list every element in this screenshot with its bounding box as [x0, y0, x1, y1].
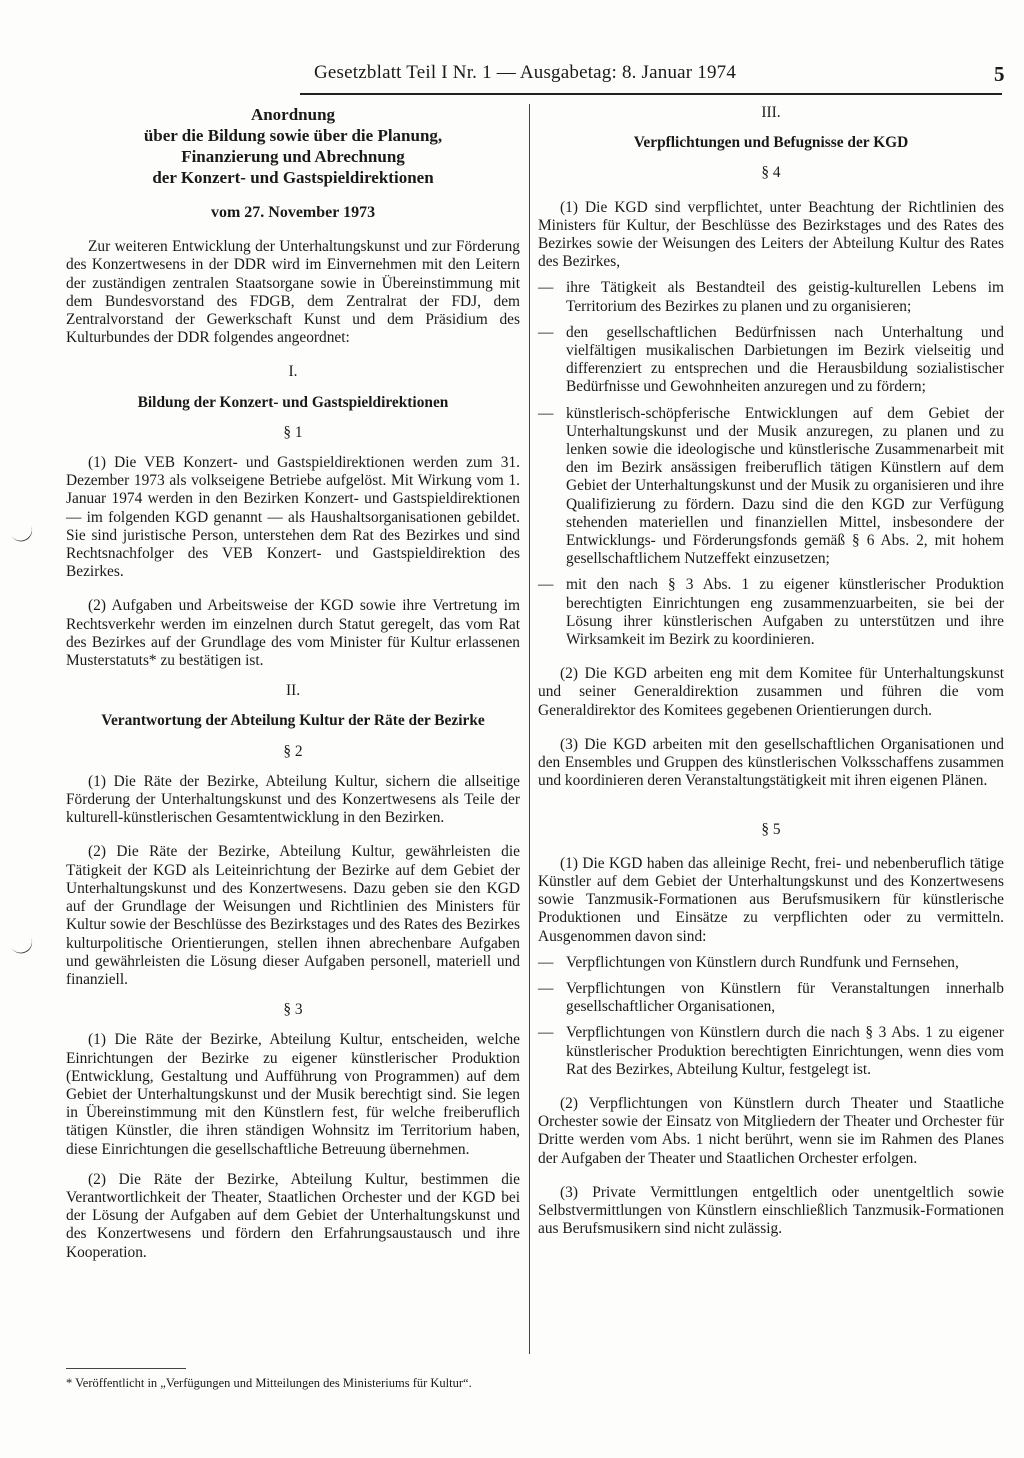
paragraph-text: (1) Die KGD haben das alleinige Recht, frei- und nebenberuflich tätige Künstler auf dem Gebiet der Unterhaltungskunst und des Konzertwesens sowie Tanzmusik-Formationen aus Berufsmusikern für künstlerische Produktionen und Einsätze zu verpflichten oder zu vermitteln. Ausgenommen davon sind:: [538, 854, 1004, 945]
list-item: — Verpflichtungen von Künstlern durch die nach § 3 Abs. 1 zu eigener künstlerischer Produktion berechtigten Einrichtungen, wenn dies vom Rat des Bezirkes, Abteilung Kultur, festgelegt ist.: [538, 1024, 1004, 1078]
section-number: I.: [288, 363, 298, 381]
paragraph-text: (2) Die Räte der Bezirke, Abteilung Kultur, gewährleisten die Tätigkeit der KGD als Leiteinrichtung der Bezirke auf dem Gebiet der Unterhaltungskunst und des Konzertwesens. Dazu geben sie den KGD auf der Grundlage der Weisungen und Richtlinien des Ministers für Kultur sowie der Beschlüsse des Bezirkstages und des Rates des Bezirkes kulturpolitische Orientierungen, stellen ihnen abrechenbare Aufgaben und gewährleisten die Lösung dieser Aufgaben personell, materiell und finanziell.: [66, 843, 520, 988]
footnote-rule: [66, 1368, 186, 1369]
page-header: [300, 62, 1020, 88]
header-rule: [300, 93, 1002, 95]
paragraph-heading: § 5: [761, 820, 781, 838]
section-title: Verpflichtungen und Befugnisse der KGD: [633, 134, 909, 152]
list-item: — mit den nach § 3 Abs. 1 zu eigener künstlerischer Produktion berechtigten Einrichtungen eng zusammenzuarbeiten, sie bei der Lösung ihrer künstlerischen Aufgaben zu unterstützen und ihre Wirksamkeit im Bezirk zu koordinieren.: [538, 576, 1004, 649]
paragraph-text: (2) Die Räte der Bezirke, Abteilung Kultur, bestimmen die Verantwortlichkeit der Theater, Staatlichen Orchester und der KGD bei der Lösung der Aufgaben auf dem Gebiet der Unterhaltungskunst und des Konzertwesens und fördern den Erfahrungsaustausch und ihre Kooperation.: [66, 1170, 520, 1261]
paragraph-heading: § 4: [761, 164, 781, 182]
section-title: Bildung der Konzert- und Gastspieldirektionen: [137, 393, 449, 411]
document-title: [66, 104, 520, 188]
column-divider: [529, 104, 530, 1354]
margin-mark: [10, 524, 35, 545]
paragraph-text: (1) Die Räte der Bezirke, Abteilung Kultur, entscheiden, welche Einrichtungen der Bezirke zu eigener künstlerischer Produktion (Entwicklung, Gestaltung und Aufführung von Programmen) auf dem Gebiet der Unterhaltungskunst und der Musik berechtigt sind. Sie legen in Übereinstimmung mit den Künstlern fest, für welche freiberuflich tätigen Künstler, die ihren ständigen Wohnsitz im Territorium haben, diese Einrichtungen die gesellschaftliche Betreuung übernehmen.: [66, 1031, 520, 1158]
paragraph-text: (2) Aufgaben und Arbeitsweise der KGD sowie ihre Vertretung im Rechtsverkehr werden im einzelnen durch Statut geregelt, das vom Rat des Bezirkes auf der Grundlage des vom Minister für Kultur erlassenen Musterstatuts* zu bestätigen ist.: [66, 597, 520, 670]
section-number: II.: [285, 682, 301, 700]
paragraph-text: (1) Die VEB Konzert- und Gastspieldirektionen werden zum 31. Dezember 1973 als volkseigene Betriebe aufgelöst. Mit Wirkung vom 1. Januar 1974 werden in den Bezirken Konzert- und Gastspieldirektionen — im folgenden KGD genannt — als Haushaltsorganisationen gebildet. Sie sind juristische Person, unterstehen dem Rat des Bezirkes und sind Rechtsnachfolger des VEB Konzert- und Gastspieldirektion des Bezirkes.: [66, 454, 520, 581]
list-item: — Verpflichtungen von Künstlern durch Rundfunk und Fernsehen,: [538, 953, 959, 971]
paragraph-heading: § 2: [283, 742, 303, 760]
paragraph-text: (2) Die KGD arbeiten eng mit dem Komitee für Unterhaltungskunst und seiner Generaldirektion zusammen und führen die vom Generaldirektor des Komitees gegebenen Orientierungen durch.: [538, 665, 1004, 719]
section-title: Verantwortung der Abteilung Kultur der Räte der Bezirke: [101, 712, 485, 730]
page-number: 5: [994, 62, 1005, 86]
title-line: der Konzert- und Gastspieldirektionen: [152, 168, 434, 187]
title-line: über die Bildung sowie über die Planung,: [143, 126, 443, 145]
list-item: — Verpflichtungen von Künstlern für Veranstaltungen innerhalb gesellschaftlicher Organisationen,: [538, 979, 1004, 1016]
header-title: Gesetzblatt Teil I Nr. 1 — Ausgabetag: 8. Januar 1974: [314, 62, 737, 83]
margin-mark: [10, 936, 35, 957]
paragraph-heading: § 3: [283, 1001, 303, 1019]
paragraph-text: (2) Verpflichtungen von Künstlern durch Theater und Staatliche Orchester sowie der Einsatz von Mitgliedern der Theater und Orchester für Dritte werden vom Abs. 1 nicht berührt, wenn sie im Rahmen des Planes der Aufgaben der Theater und Staatlichen Orchester erfolgen.: [538, 1094, 1004, 1167]
paragraph-text: (3) Private Vermittlungen entgeltlich oder unentgeltlich sowie Selbstvermittlungen von Künstlern einschließlich Tanzmusik-Formationen aus Berufsmusikern sind nicht zulässig.: [538, 1183, 1004, 1238]
left-column: [66, 104, 520, 1262]
title-line: Anordnung: [250, 105, 336, 124]
title-line: Finanzierung und Abrechnung: [181, 147, 405, 166]
document-date: vom 27. November 1973: [210, 204, 376, 221]
footnote: * Veröffentlicht in „Verfügungen und Mitteilungen des Ministeriums für Kultur“.: [66, 1376, 472, 1390]
list-item: — künstlerisch-schöpferische Entwicklungen auf dem Gebiet der Unterhaltungskunst und der Musik anzuregen, zu planen und zu lenken sowie die ideologische und künstlerische Zusammenarbeit mit den im Bezirk ansässigen freiberuflich tätigen Künstlern auf dem Gebiet der Unterhaltungskunst und der Musik zu organisieren und ihre Qualifizierung zu fördern. Dazu sind die den KGD zur Verfügung stehenden materiellen und finanziellen Mittel, insbesondere der Entwicklungs- und Förderungsfonds gemäß § 6 Abs. 2, mit hohem gesellschaftlichem Nutzeffekt einzusetzen;: [538, 404, 1004, 568]
list-item: — den gesellschaftlichen Bedürfnissen nach Unterhaltung und vielfältigen musikalischen Darbietungen im Bezirk vielseitig und differenziert zu entsprechen und die Herausbildung sozialistischer Bedürfnisse und Gewohnheiten anzuregen und zu fördern;: [538, 323, 1004, 396]
section-number: III.: [761, 104, 781, 121]
preamble: Zur weiteren Entwicklung der Unterhaltungskunst und zur Förderung des Konzertwesens in der DDR wird im Einvernehmen mit den Leitern der zuständigen zentralen Staatsorgane sowie in Übereinstimmung mit dem Bundesvorstand des FDGB, dem Zentralrat der FDJ, dem Zentralvorstand der Gewerkschaft Kunst und dem Präsidium des Kulturbundes der DDR folgendes angeordnet:: [66, 238, 520, 347]
paragraph-text: (1) Die KGD sind verpflichtet, unter Beachtung der Richtlinien des Ministers für Kultur, der Beschlüsse des Bezirkstages und des Rates des Bezirkes sowie der Weisungen des Leiters der Abteilung Kultur des Rates des Bezirkes,: [538, 198, 1004, 271]
paragraph-text: (1) Die Räte der Bezirke, Abteilung Kultur, sichern die allseitige Förderung der Unterhaltungskunst und des Konzertwesens als Teile der kulturell-künstlerischen Gesamtentwicklung in den Bezirken.: [66, 772, 520, 827]
list-item: — ihre Tätigkeit als Bestandteil des geistig-kulturellen Lebens im Territorium des Bezirkes zu planen und zu organisieren;: [538, 279, 1004, 315]
paragraph-text: (3) Die KGD arbeiten mit den gesellschaftlichen Organisationen und den Ensembles und Gruppen des künstlerischen Volksschaffens zusammen und koordinieren deren Veranstaltungstätigkeit mit ihren eigenen Plänen.: [538, 735, 1004, 790]
paragraph-heading: § 1: [283, 423, 303, 441]
right-column: [538, 104, 1004, 1238]
